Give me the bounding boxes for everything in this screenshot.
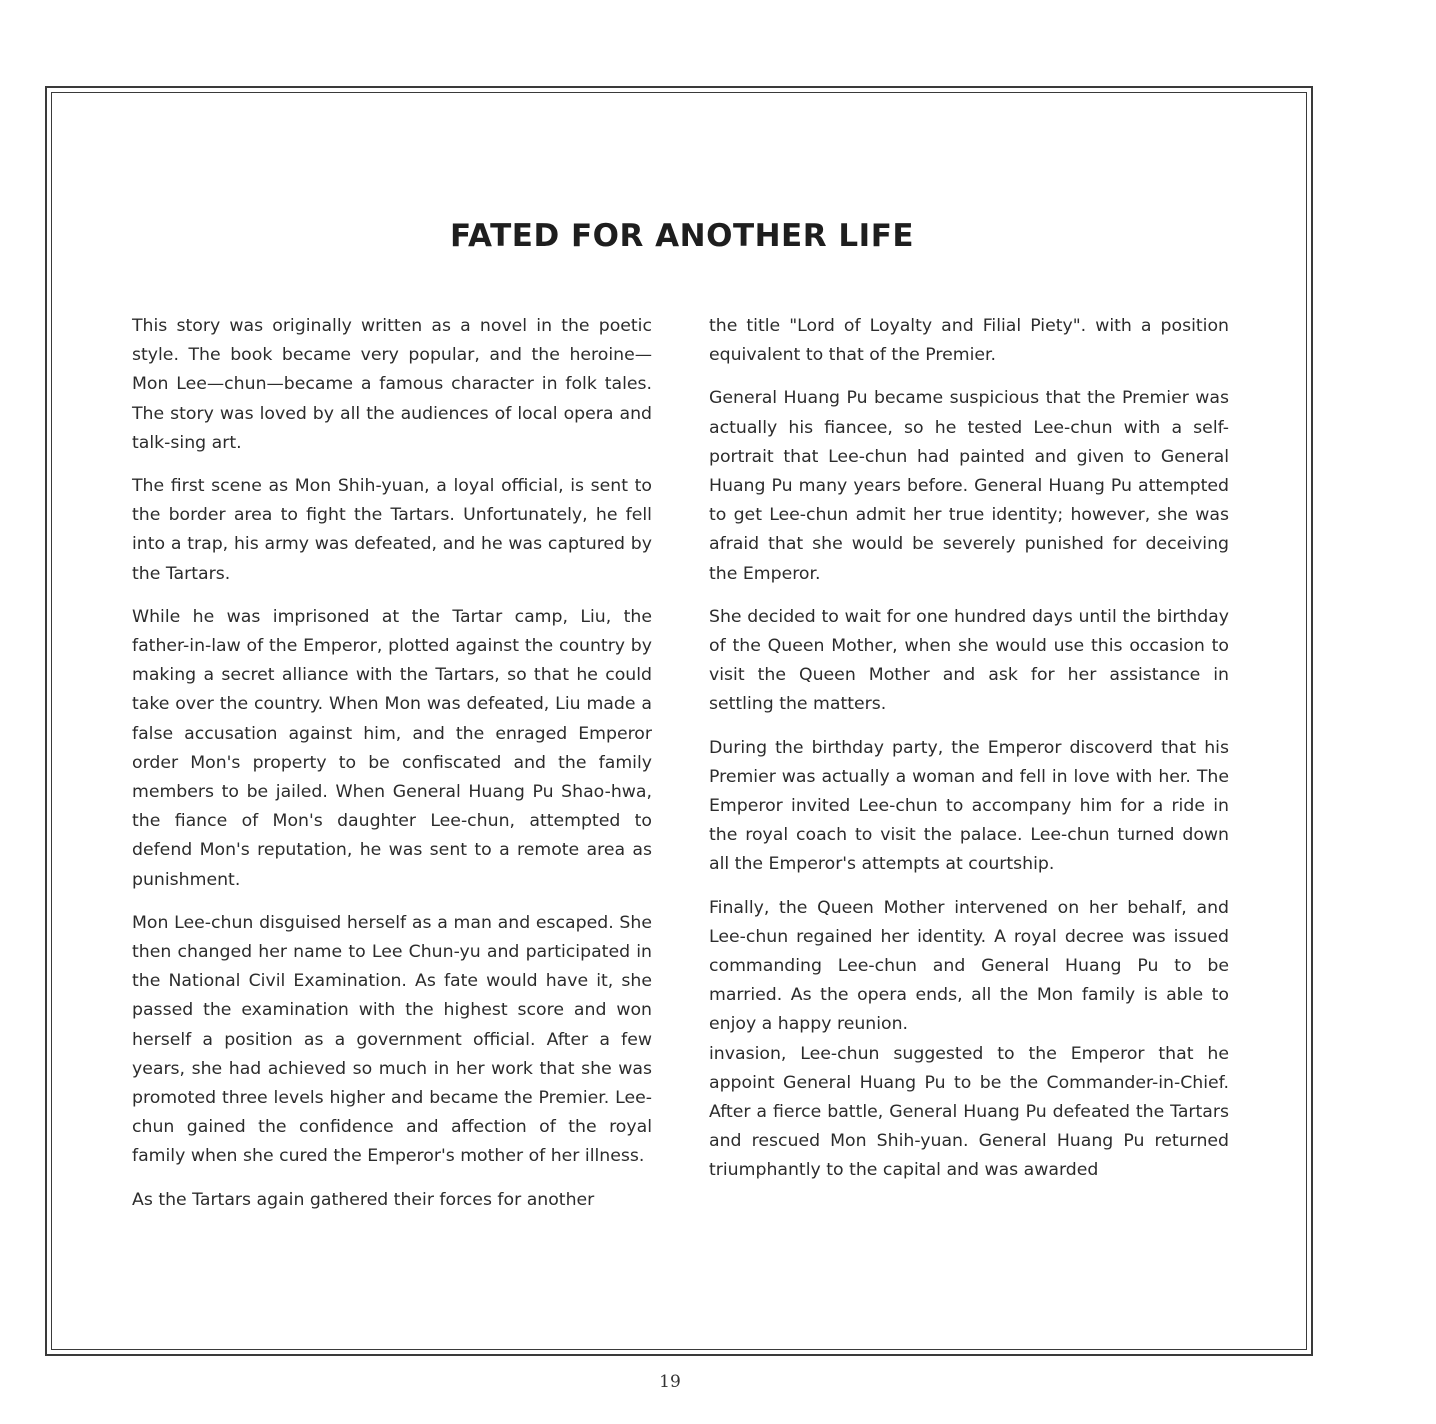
left-paragraph-4: Mon Lee-chun disguised herself as a man and escaped. She then changed her name to Lee Chun-yu and participated in the National Civil Examination. As fate would have it, she passed the examination with the highest score and won herself a position as a government official. After a few years, she had achieved so much in her work that she was promoted three levels higher and became the Premier. Lee-chun gained the confidence and affection of the royal family when she cured the Emperor's mother of her illness. [132,912,652,1167]
left-paragraph-5: As the Tartars again gathered their forces for another [132,1189,595,1210]
right-paragraph-3: She decided to wait for one hundred days until the birthday of the Queen Mother, when she would use this occasion to visit the Queen Mother and ask for her assistance in settling the matters. [709,606,1229,715]
right-paragraph-4: During the birthday party, the Emperor discoverd that his Premier was actually a woman and fell in love with her. The Emperor invited Lee-chun to accompany him for a ride in the royal coach to visit the palace. Lee-chun turned down all the Emperor's attempts at courtship. [709,737,1229,875]
left-paragraph-2: The first scene as Mon Shih-yuan, a loyal official, is sent to the border area to fight the Tartars. Unfortunately, he fell into a trap, his army was defeated, and he was captured by the Tartars. [132,476,652,584]
left-paragraph-1: This story was originally written as a novel in the poetic style. The book became very popular, and the heroine—Mon Lee—chun—became a famous character in folk tales. The story was loved by all the audiences of local opera and talk-sing art. [132,316,652,453]
page-title: FATED FOR ANOTHER LIFE [449,218,915,254]
left-column [132,312,652,1229]
right-paragraph-5: Finally, the Queen Mother intervened on her behalf, and Lee-chun regained her identity. A royal decree was issued commanding Lee-chun and General Huang Pu to be married. As the opera ends, all the Mon family is able to enjoy a happy reunion. [709,897,1229,1035]
right-paragraph-1: the title "Lord of Loyalty and Filial Piety". with a position equivalent to that of the Premier. [709,316,1229,366]
left-paragraph-3: While he was imprisoned at the Tartar camp, Liu, the father-in-law of the Emperor, plotted against the country by making a secret alliance with the Tartars, so that he could take over the country. When Mon was defeated, Liu made a false accusation against him, and the enraged Emperor order Mon's property to be confiscated and the family members to be jailed. When General Huang Pu Shao-hwa, the fiance of Mon's daughter Lee-chun, attempted to defend Mon's reputation, he was sent to a remote area as punishment. [132,606,652,890]
right-paragraph-2: General Huang Pu became suspicious that the Premier was actually his fiancee, so he tested Lee-chun with a self-portrait that Lee-chun had painted and given to General Huang Pu many years before. General Huang Pu attempted to get Lee-chun admit her true identity; however, she was afraid that she would be severely punished for deceiving the Emperor. [709,388,1229,584]
page-number: 19 [659,1372,681,1392]
right-paragraph-6: invasion, Lee-chun suggested to the Emperor that he appoint General Huang Pu to be the Commander-in-Chief. After a fierce battle, General Huang Pu defeated the Tartars and rescued Mon Shih-yuan. General Huang Pu returned triumphantly to the capital and was awarded [709,1043,1229,1181]
right-column [709,312,1229,1200]
